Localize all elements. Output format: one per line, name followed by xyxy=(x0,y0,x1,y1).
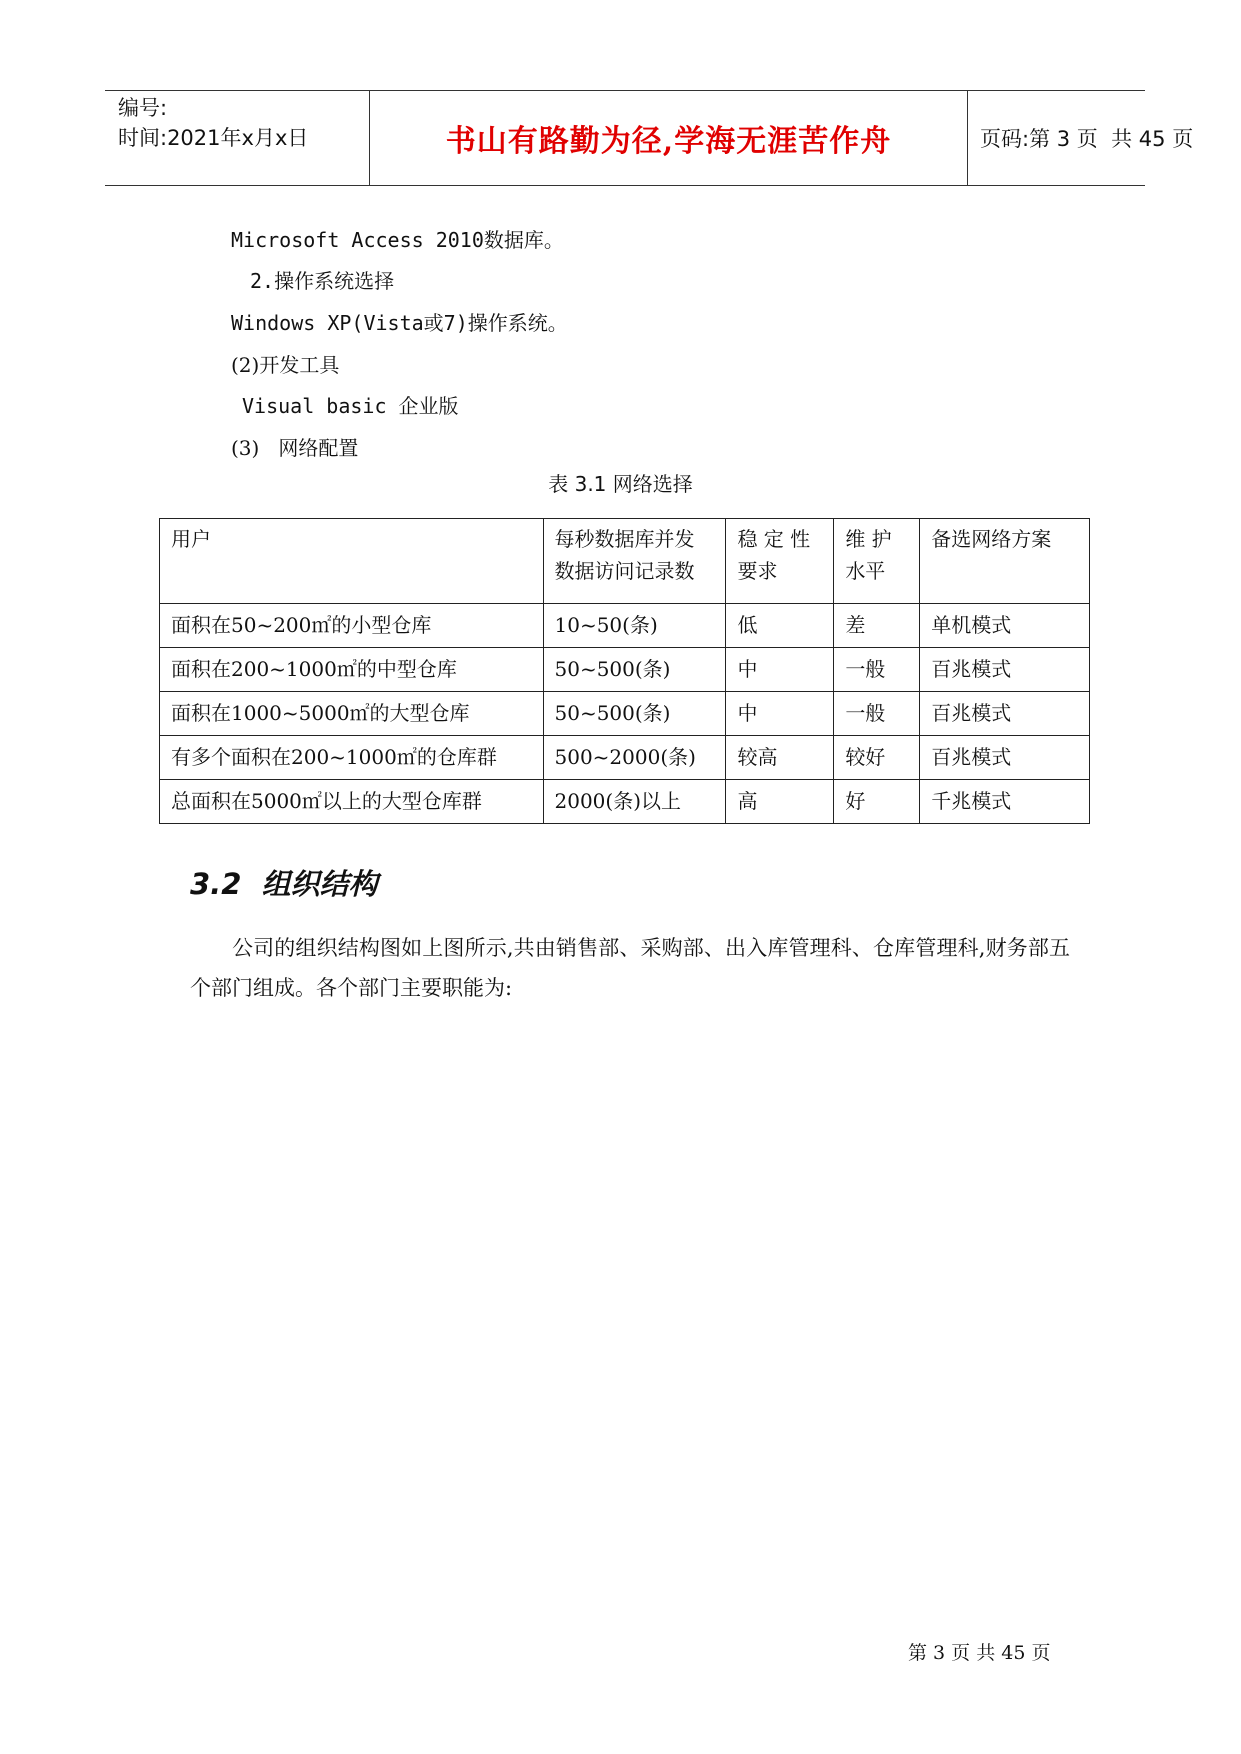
header-stability-line1: 稳 定 性 xyxy=(737,527,811,551)
network-table xyxy=(159,518,1090,824)
table-row xyxy=(160,736,1090,780)
cell-plan: 百兆模式 xyxy=(920,648,1090,692)
table-header-row xyxy=(160,519,1090,604)
header-stability xyxy=(726,519,834,604)
cell-rate: 10~50(条) xyxy=(543,604,726,648)
cell-user: 面积在50~200㎡的小型仓库 xyxy=(160,604,544,648)
cell-stability: 低 xyxy=(726,604,834,648)
header-plan: 备选网络方案 xyxy=(920,519,1090,604)
header-time: 时间:2021年x月x日 xyxy=(118,126,309,150)
cell-user: 有多个面积在200~1000㎡的仓库群 xyxy=(160,736,544,780)
table-row xyxy=(160,604,1090,648)
header-maintenance-line1: 维 护 xyxy=(845,527,892,551)
cell-maintenance: 较好 xyxy=(834,736,920,780)
table-row xyxy=(160,648,1090,692)
section-paragraph: 公司的组织结构图如上图所示,共由销售部、采购部、出入库管理科、仓库管理科,财务部五个部门组成。各个部门主要职能为: xyxy=(190,936,1070,1000)
cell-stability: 较高 xyxy=(726,736,834,780)
cell-rate: 2000(条)以上 xyxy=(543,780,726,824)
table-row xyxy=(160,692,1090,736)
cell-stability: 中 xyxy=(726,648,834,692)
header-stability-line2: 要求 xyxy=(737,559,778,583)
cell-user: 面积在1000~5000㎡的大型仓库 xyxy=(160,692,544,736)
body-line-network: (3) 网络配置 xyxy=(231,436,359,460)
cell-maintenance: 一般 xyxy=(834,692,920,736)
body-line-windows: Windows XP(Vista或7)操作系统。 xyxy=(231,311,568,335)
body-line-dev-tools: (2)开发工具 xyxy=(231,353,340,377)
table-row xyxy=(160,780,1090,824)
cell-rate: 50~500(条) xyxy=(543,648,726,692)
header-maintenance-line2: 水平 xyxy=(845,559,886,583)
cell-rate: 500~2000(条) xyxy=(543,736,726,780)
cell-plan: 单机模式 xyxy=(920,604,1090,648)
cell-rate: 50~500(条) xyxy=(543,692,726,736)
header-maintenance xyxy=(834,519,920,604)
header-meta xyxy=(105,91,369,187)
table-caption: 表 3.1 网络选择 xyxy=(548,472,693,496)
cell-stability: 高 xyxy=(726,780,834,824)
header-page-number: 页码:第 3 页 共 45 页 xyxy=(980,127,1194,151)
section-heading: 3.2 组织结构 xyxy=(190,867,378,901)
cell-user: 总面积在5000㎡以上的大型仓库群 xyxy=(160,780,544,824)
body-line-os-heading: 2.操作系统选择 xyxy=(250,269,395,293)
cell-plan: 百兆模式 xyxy=(920,736,1090,780)
page-footer: 第 3 页 共 45 页 xyxy=(908,1642,1051,1664)
cell-maintenance: 差 xyxy=(834,604,920,648)
page-header xyxy=(105,90,1194,186)
body-line-access: Microsoft Access 2010数据库。 xyxy=(231,228,564,252)
cell-plan: 千兆模式 xyxy=(920,780,1090,824)
cell-stability: 中 xyxy=(726,692,834,736)
header-user: 用户 xyxy=(160,519,544,604)
header-rate: 每秒数据库并发数据访问记录数 xyxy=(543,519,726,604)
cell-user: 面积在200~1000㎡的中型仓库 xyxy=(160,648,544,692)
cell-maintenance: 好 xyxy=(834,780,920,824)
body-line-vb: Visual basic 企业版 xyxy=(242,394,459,418)
cell-maintenance: 一般 xyxy=(834,648,920,692)
header-number: 编号: xyxy=(118,96,168,120)
cell-plan: 百兆模式 xyxy=(920,692,1090,736)
header-divider xyxy=(967,91,968,185)
header-motto: 书山有路勤为径,学海无涯苦作舟 xyxy=(445,124,892,159)
